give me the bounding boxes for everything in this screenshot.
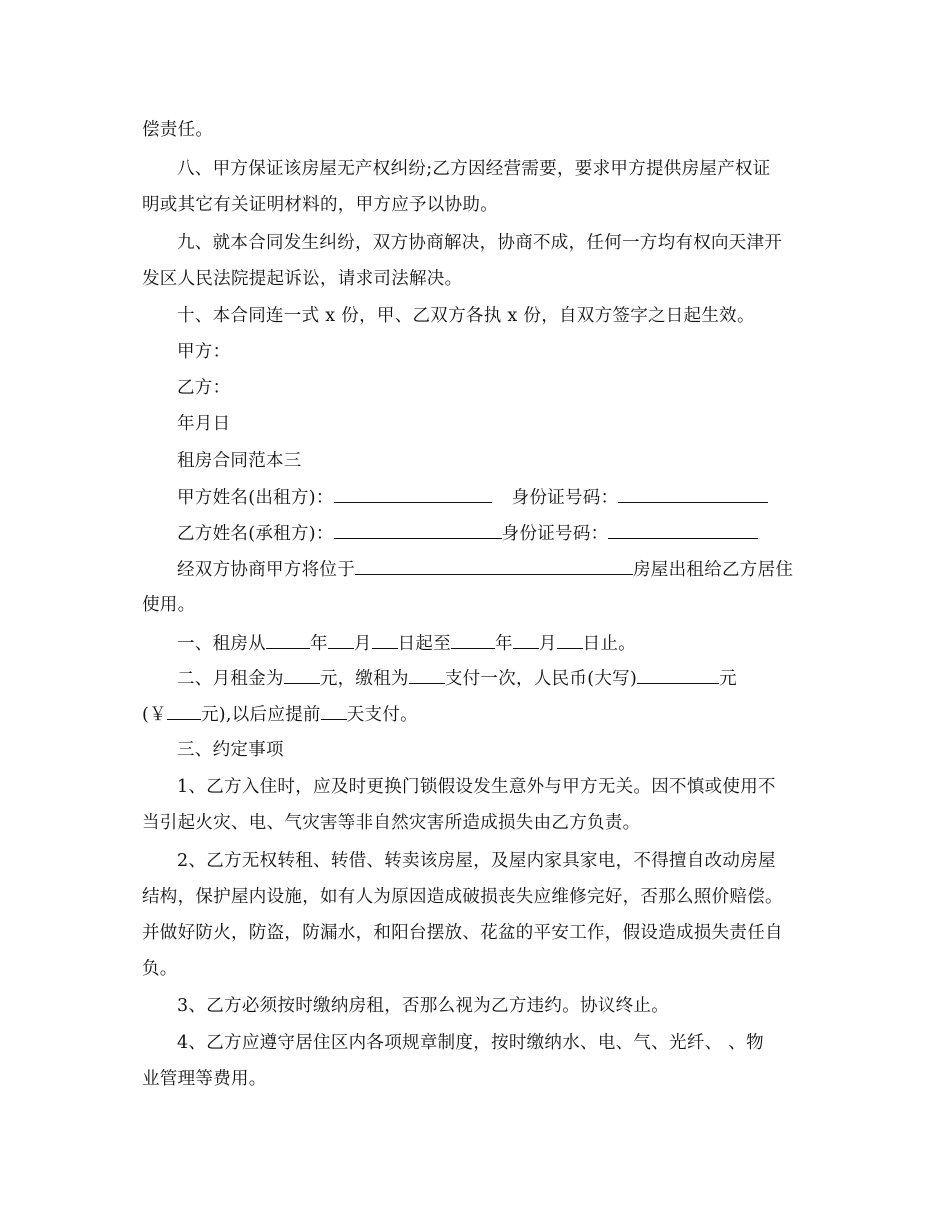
section-heading: 三、约定事项 [177, 740, 284, 760]
yuan-label: 元 [719, 669, 737, 689]
rmb-amount-blank [167, 702, 201, 720]
property-address-blank [355, 557, 633, 575]
term-two: 2、乙方无权转租、转借、转卖该房屋，及屋内家具家电，不得擅自改动房屋 [177, 851, 776, 871]
rmb-symbol-label: (￥ [142, 705, 167, 725]
advance-days-blank [321, 702, 347, 720]
paragraph-line: 发区人民法院提起诉讼，请求司法解决。 [142, 269, 463, 289]
rent-payment-line [142, 702, 418, 727]
month-label: 月 [353, 634, 372, 654]
rent-amount-blank [284, 666, 320, 684]
property-purpose: 房屋出租给乙方居住 [633, 560, 794, 580]
payment-cycle-blank [409, 666, 445, 684]
party-a-info-line [177, 485, 768, 510]
party-a-signature-label: 甲方： [177, 342, 231, 362]
payment-cycle-label: 元，缴租为 [319, 669, 409, 689]
rmb-uppercase-blank [637, 666, 719, 684]
paragraph-line: 使用。 [142, 595, 196, 615]
lease-to-label: 日起至 [397, 634, 452, 654]
paragraph-line: 偿责任。 [142, 120, 214, 140]
month-label: 月 [538, 634, 557, 654]
paragraph-line: 负。 [142, 959, 178, 979]
party-b-signature-label: 乙方： [177, 378, 231, 398]
clause-eight: 八、甲方保证该房屋无产权纠纷;乙方因经营需要，要求甲方提供房屋产权证 [177, 159, 771, 179]
section-title: 租房合同范本三 [177, 451, 302, 471]
start-day-blank [372, 631, 398, 649]
clause-nine: 九、就本合同发生纠纷，双方协商解决，协商不成，任何一方均有权向天津开 [177, 233, 783, 253]
end-day-blank [557, 631, 583, 649]
rmb-uppercase-label: 支付一次，人民币(大写) [444, 669, 638, 689]
lease-from-label: 一、租房从 [177, 634, 266, 654]
party-a-id-blank [618, 485, 768, 503]
lease-term-line [177, 631, 636, 656]
clause-ten: 十、本合同连一式 x 份，甲、乙双方各执 x 份，自双方签字之日起生效。 [177, 306, 755, 326]
party-b-info-line [177, 521, 758, 546]
paragraph-line: 明或其它有关证明材料的，甲方应予以协助。 [142, 195, 498, 215]
party-b-name-label: 乙方姓名(承租方)： [177, 524, 334, 544]
paragraph-line: 结构，保护屋内设施，如有人为原因造成破损丧失应维修完好，否那么照价赔偿。 [142, 887, 783, 907]
term-four: 4、乙方应遵守居住区内各项规章制度，按时缴纳水、电、气、光纤、 、物 [177, 1033, 764, 1053]
start-year-blank [266, 631, 310, 649]
year-label: 年 [495, 634, 513, 654]
start-month-blank [328, 631, 354, 649]
lease-end-label: 日止。 [582, 634, 637, 654]
party-b-id-label: 身份证号码： [501, 524, 609, 544]
party-a-id-label: 身份证号码： [511, 488, 619, 508]
property-intro: 经双方协商甲方将位于 [177, 560, 355, 580]
paragraph-line: 并做好防火，防盗，防漏水，和阳台摆放、花盆的平安工作，假设造成损失责任自 [142, 923, 783, 943]
paragraph-line: 当引起火灾、电、气灾害等非自然灾害所造成损失由乙方负责。 [142, 813, 641, 833]
date-label: 年月日 [177, 414, 231, 434]
year-label: 年 [310, 634, 328, 654]
monthly-rent-label: 二、月租金为 [177, 669, 284, 689]
end-year-blank [451, 631, 495, 649]
party-a-name-blank [334, 485, 492, 503]
term-three: 3、乙方必须按时缴纳房租，否那么视为乙方违约。协议终止。 [177, 996, 670, 1016]
days-label: 天支付。 [346, 705, 418, 725]
advance-payment-label: 元),以后应提前 [200, 705, 321, 725]
party-b-id-blank [608, 521, 758, 539]
property-location-line [177, 557, 793, 582]
paragraph-line: 业管理等费用。 [142, 1069, 267, 1089]
end-month-blank [513, 631, 539, 649]
party-a-name-label: 甲方姓名(出租方)： [177, 488, 334, 508]
rent-line [177, 666, 737, 691]
term-one: 1、乙方入住时，应及时更换门锁假设发生意外与甲方无关。因不慎或使用不 [177, 777, 776, 797]
party-b-name-blank [334, 521, 502, 539]
